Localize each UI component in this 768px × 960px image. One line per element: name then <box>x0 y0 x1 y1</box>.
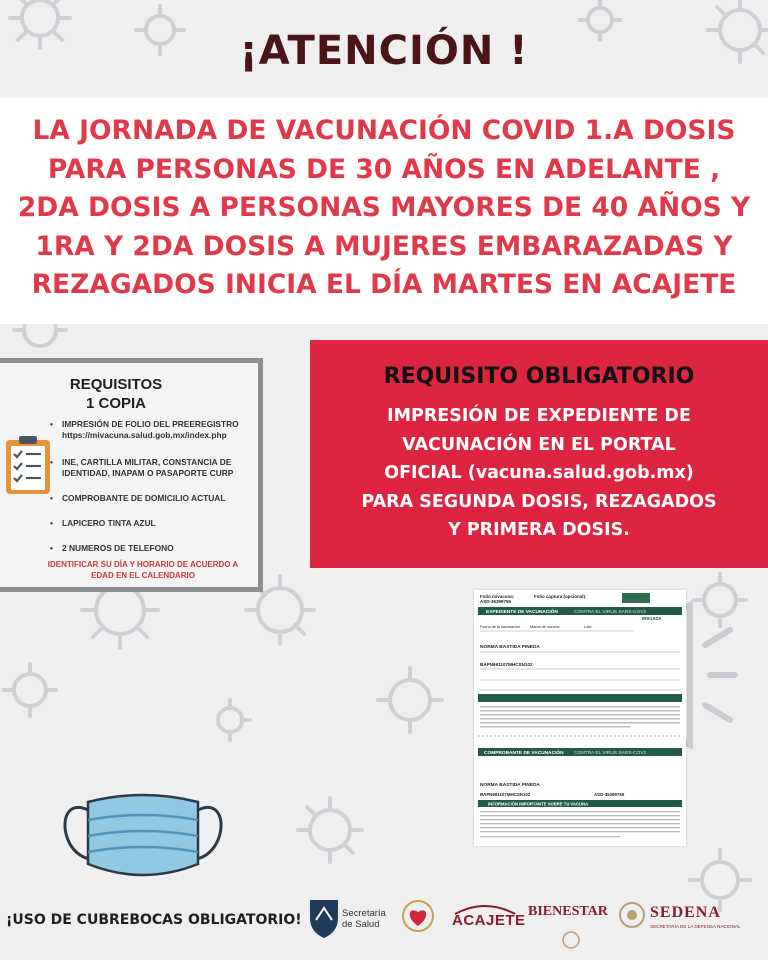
secretaria-salud-emblem <box>306 896 342 940</box>
announcement-text <box>10 112 758 305</box>
requirement-item: • 2 NUMEROS DE TELEFONO <box>50 543 246 554</box>
bienestar-wordmark: BIENESTAR <box>528 904 608 919</box>
acajete-logo <box>450 902 526 948</box>
requirement-item: • LAPICERO TINTA AZUL <box>50 518 246 529</box>
bienestar-logo <box>526 904 616 948</box>
secretaria-line1: Secretaría <box>342 908 386 919</box>
page-title: ¡ATENCIÓN ! <box>239 28 529 74</box>
mask-mandatory-notice: ¡USO DE CUBREBOCAS OBLIGATORIO! <box>6 912 302 928</box>
captura-label: Folio captura (opcional): <box>534 594 587 599</box>
patient-curp-copy: BAPN691107MHCSN102 <box>480 792 531 797</box>
requirements-subtitle: 1 COPIA <box>85 395 146 412</box>
secretaria-salud-logo <box>306 896 386 948</box>
clipboard-checklist-icon <box>4 434 52 496</box>
sedena-logo <box>618 900 766 940</box>
announcement-line: LA JORNADA DE VACUNACIÓN COVID 1.A DOSIS <box>32 115 736 146</box>
obligatory-title: REQUISITO OBLIGATORIO <box>383 364 695 389</box>
patient-name: NORMA BASTIDA PINEDA <box>480 645 540 650</box>
sedena-subtitle: SECRETARÍA DE LA DEFENSA NACIONAL <box>650 924 741 929</box>
vaccination-record-document <box>474 590 686 846</box>
acajete-wordmark: ACAJETE <box>452 912 526 929</box>
virus-icon <box>218 700 250 740</box>
expediente-title: EXPEDIENTE DE VACUNACIÓN <box>486 610 558 615</box>
virus-icon <box>4 664 56 716</box>
bienestar-emblem <box>526 920 616 950</box>
requirements-heading <box>0 375 232 413</box>
obligatory-line: OFICIAL (vacuna.salud.gob.mx) <box>384 463 694 483</box>
obligatory-line: VACUNACIÓN EN EL PORTAL <box>402 434 676 455</box>
obligatory-line: IMPRESIÓN DE EXPEDIENTE DE <box>387 406 691 426</box>
sedena-eagle-emblem <box>618 900 646 930</box>
comprobante-subtitle: CONTRA EL VIRUS SARS-COV2 <box>574 751 647 756</box>
info-title: INFORMACIÓN IMPORTANTE SOBRE TU VACUNA <box>488 801 589 807</box>
virus-icon <box>298 798 362 862</box>
folio-label: Folio mivacuna: <box>480 594 515 599</box>
requirements-note: IDENTIFICAR SU DÍA Y HORARIO DE ACUERDO A EDAD EN EL CALENDARIO <box>47 560 239 580</box>
requirement-item: • COMPROBANTE DE DOMICILIO ACTUAL <box>50 493 246 504</box>
face-mask-icon <box>58 780 228 890</box>
requirements-title: REQUISITOS <box>69 376 163 393</box>
expediente-subtitle: CONTRA EL VIRUS SARS-COV2 <box>574 610 647 615</box>
obligatory-line: Y PRIMERA DOSIS. <box>448 520 630 540</box>
requirement-item: • INE, CARTILLA MILITAR, CONSTANCIA DE IDENTIDAD, INAPAM O PASAPORTE CURP <box>50 457 246 479</box>
announcement-line: PARA PERSONAS DE 30 AÑOS EN ADELANTE , <box>47 153 721 185</box>
brigada-label: BRIGADA <box>642 616 662 621</box>
announcement-line: 1RA Y 2DA DOSIS A MUJERES EMBARAZADAS Y <box>35 230 733 262</box>
sedena-wordmark: SEDENA <box>650 904 721 921</box>
obligatory-line: PARA SEGUNDA DOSIS, REZAGADOS <box>361 491 717 512</box>
document-content <box>474 590 686 846</box>
secretaria-line2: de Salud <box>342 919 380 930</box>
regiduria-heart-icon <box>398 898 438 938</box>
regiduria-logo <box>398 898 442 952</box>
fecha-label: Fecha de la vacunación <box>480 625 521 629</box>
folio-registro: ASD-35399755 <box>594 792 625 797</box>
patient-curp: BAPN691107MHCSN102 <box>480 662 533 667</box>
comprobante-title: COMPROBANTE DE VACUNACIÓN <box>484 751 564 756</box>
lote-label: Lote: <box>584 625 593 629</box>
obligatory-requirement-panel <box>310 340 768 568</box>
marca-label: Marca de vacuna: <box>530 625 561 629</box>
folio-value: ASD-35399755 <box>480 599 512 604</box>
patient-name-copy: NORMA BASTIDA PINEDA <box>480 783 540 788</box>
requirements-list <box>50 419 246 554</box>
announcement-line: 2DA DOSIS A PERSONAS MAYORES DE 40 AÑOS Y <box>17 192 751 223</box>
obligatory-text <box>310 402 768 545</box>
requirement-item: • IMPRESIÓN DE FOLIO DEL PREEREGISTRO https://mivacuna.salud.gob.mx/index.php <box>50 419 246 441</box>
virus-icon <box>378 668 442 732</box>
announcement-line: REZAGADOS INICIA EL DÍA MARTES EN ACAJETE <box>31 269 737 300</box>
